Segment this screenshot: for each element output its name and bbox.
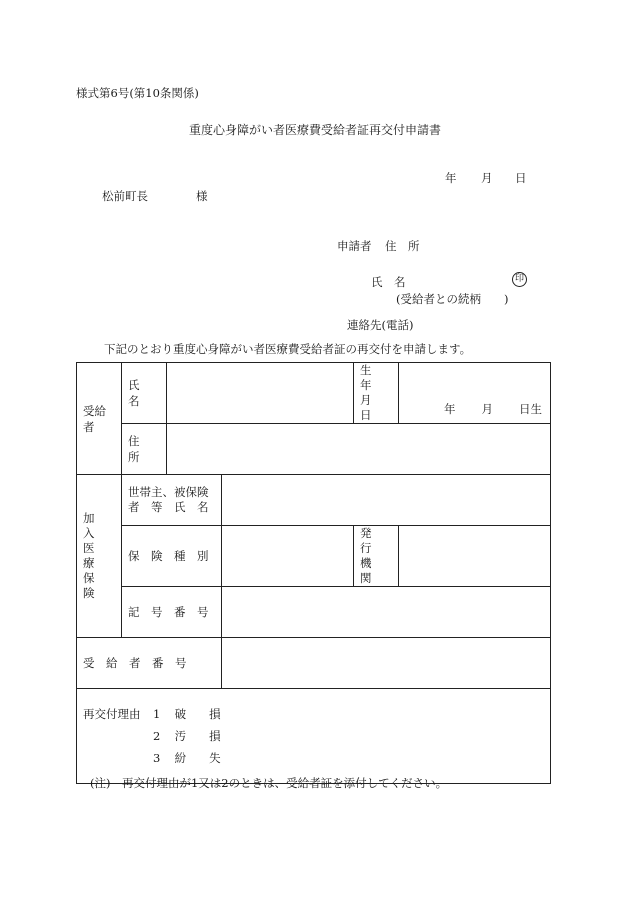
household-head-label bbox=[122, 475, 222, 526]
reason-item[interactable] bbox=[153, 725, 221, 747]
reason-item[interactable] bbox=[153, 703, 221, 725]
insurance-type-field[interactable] bbox=[222, 526, 354, 587]
applicant-address-label: 住 所 bbox=[385, 239, 420, 253]
date-year-label: 年 bbox=[445, 171, 457, 185]
addressee: 松前町長 bbox=[102, 189, 148, 203]
application-table bbox=[76, 362, 551, 784]
insurance-label-line3: 保 険 bbox=[83, 571, 106, 600]
insurance-section-label bbox=[77, 475, 122, 638]
page-title: 重度心身障がい者医療費受給者証再交付申請書 bbox=[188, 123, 441, 137]
reason-label: 再交付理由 bbox=[83, 707, 141, 721]
household-head-field[interactable] bbox=[222, 475, 551, 526]
issuer-label-line1: 発 行 bbox=[360, 526, 383, 555]
birth-month-label: 月 bbox=[481, 402, 493, 416]
footnote: (注) 再交付理由が1又は2のときは、受給者証を添付してください。 bbox=[90, 776, 448, 790]
reason-list bbox=[83, 703, 544, 769]
household-head-label-line2: 者 等 氏 名 bbox=[128, 500, 209, 514]
birthdate-field[interactable] bbox=[399, 363, 551, 424]
issuer-label-line2: 機 関 bbox=[360, 556, 383, 585]
birthdate-label bbox=[354, 363, 399, 424]
reason-text: 紛 失 bbox=[174, 751, 221, 765]
reason-text: 破 損 bbox=[174, 707, 221, 721]
issuer-label bbox=[354, 526, 399, 587]
seal-mark: 印 bbox=[512, 272, 527, 287]
birthdate-label-line1: 生 年 bbox=[360, 363, 383, 392]
reason-number: 2 bbox=[153, 729, 161, 743]
contact-label: 連絡先(電話) bbox=[347, 318, 414, 332]
symbol-number-field[interactable] bbox=[222, 587, 551, 638]
recipient-address-label: 住 所 bbox=[122, 424, 167, 475]
form-number: 様式第6号(第10条関係) bbox=[76, 86, 199, 100]
recipient-name-label: 氏 名 bbox=[122, 363, 167, 424]
addressee-honorific: 様 bbox=[196, 189, 208, 203]
date-month-label: 月 bbox=[481, 171, 493, 185]
birth-year-label: 年 bbox=[444, 402, 456, 416]
issuer-field[interactable] bbox=[399, 526, 551, 587]
recipient-address-field[interactable] bbox=[167, 424, 551, 475]
relation-label: (受給者との続柄 ) bbox=[396, 292, 509, 306]
birth-day-label: 日生 bbox=[519, 402, 542, 416]
reason-text: 汚 損 bbox=[174, 729, 221, 743]
reason-number: 1 bbox=[153, 707, 161, 721]
symbol-number-label: 記 号 番 号 bbox=[122, 587, 222, 638]
applicant-label: 申請者 bbox=[337, 239, 372, 253]
recipient-number-label: 受 給 者 番 号 bbox=[77, 638, 222, 689]
recipient-name-field[interactable] bbox=[167, 363, 354, 424]
recipient-section-label: 受給者 bbox=[77, 363, 122, 475]
insurance-type-label: 保 険 種 別 bbox=[122, 526, 222, 587]
insurance-label-line1: 加 入 bbox=[83, 511, 106, 540]
recipient-number-field[interactable] bbox=[222, 638, 551, 689]
birthdate-label-line2: 月 日 bbox=[360, 393, 383, 422]
date-day-label: 日 bbox=[515, 171, 527, 185]
intro-text: 下記のとおり重度心身障がい者医療費受給者証の再交付を申請します。 bbox=[104, 342, 472, 356]
insurance-label-line2: 医 療 bbox=[83, 541, 106, 570]
reissue-reason-cell bbox=[77, 689, 551, 784]
household-head-label-line1: 世帯主、被保険 bbox=[128, 485, 209, 499]
reason-item[interactable] bbox=[153, 747, 221, 769]
applicant-name-label: 氏 名 bbox=[371, 275, 406, 289]
reason-number: 3 bbox=[153, 751, 161, 765]
